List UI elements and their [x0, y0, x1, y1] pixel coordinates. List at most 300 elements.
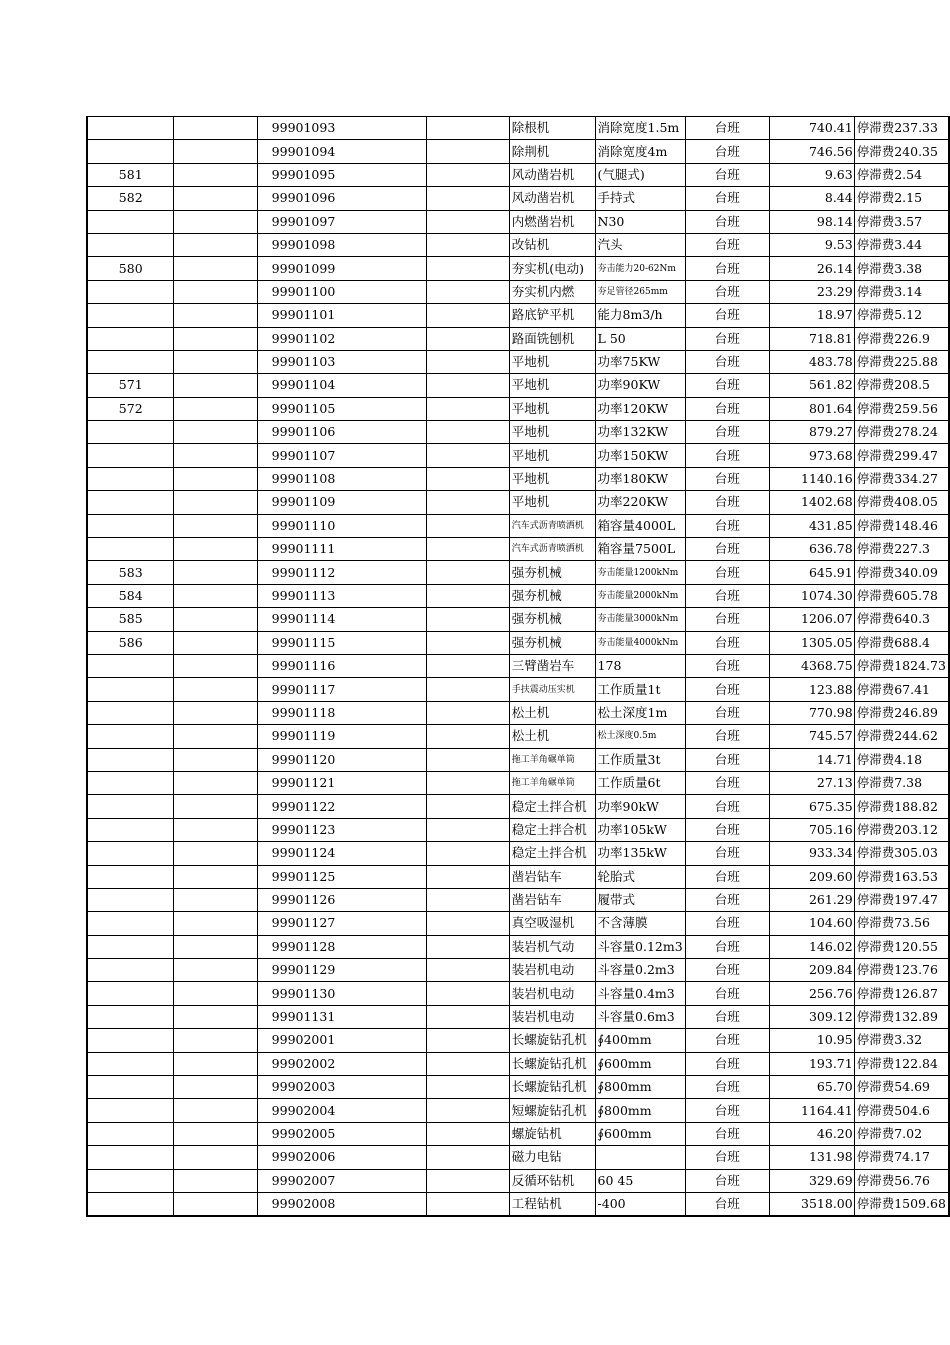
idle-fee: 停滞费1509.68	[854, 1192, 949, 1216]
blank-cell	[174, 421, 257, 444]
unit: 台班	[685, 561, 769, 584]
machine-spec: 60 45	[595, 1169, 685, 1192]
machine-spec: 功率150KW	[595, 444, 685, 467]
unit: 台班	[685, 631, 769, 654]
item-code: 99901094	[257, 140, 426, 163]
item-code: 99902006	[257, 1146, 426, 1169]
blank-cell	[174, 1146, 257, 1169]
blank-cell	[174, 491, 257, 514]
blank-cell	[426, 1029, 509, 1052]
table-row	[87, 1122, 949, 1145]
table-row	[87, 795, 949, 818]
blank-cell	[426, 233, 509, 256]
blank-cell	[426, 140, 509, 163]
idle-fee: 停滞费246.89	[854, 701, 949, 724]
blank-cell	[174, 327, 257, 350]
row-index	[87, 444, 174, 467]
machine-spec: 汽头	[595, 233, 685, 256]
unit-price: 309.12	[769, 1005, 854, 1028]
idle-fee: 停滞费54.69	[854, 1076, 949, 1099]
row-index	[87, 467, 174, 490]
idle-fee: 停滞费240.35	[854, 140, 949, 163]
blank-cell	[174, 187, 257, 210]
row-index	[87, 1169, 174, 1192]
table-row	[87, 935, 949, 958]
row-index	[87, 1029, 174, 1052]
machine-name: 装岩机气动	[509, 935, 595, 958]
machine-name: 长螺旋钻孔机	[509, 1052, 595, 1075]
item-code: 99901114	[257, 608, 426, 631]
machine-name: 强夯机械	[509, 584, 595, 607]
idle-fee: 停滞费122.84	[854, 1052, 949, 1075]
item-code: 99901116	[257, 654, 426, 677]
item-code: 99901097	[257, 210, 426, 233]
idle-fee: 停滞费188.82	[854, 795, 949, 818]
machine-name: 汽车式沥青喷洒机	[509, 514, 595, 537]
unit-price: 8.44	[769, 187, 854, 210]
item-code: 99901095	[257, 163, 426, 186]
machine-spec: (气腿式)	[595, 163, 685, 186]
machine-name: 夯实机内燃	[509, 280, 595, 303]
blank-cell	[174, 561, 257, 584]
machine-spec: -400	[595, 1192, 685, 1216]
table-row	[87, 561, 949, 584]
unit-price: 1164.41	[769, 1099, 854, 1122]
unit: 台班	[685, 444, 769, 467]
unit-price: 123.88	[769, 678, 854, 701]
unit: 台班	[685, 865, 769, 888]
item-code: 99901111	[257, 538, 426, 561]
row-index	[87, 654, 174, 677]
table-row	[87, 865, 949, 888]
table-row	[87, 608, 949, 631]
unit: 台班	[685, 654, 769, 677]
idle-fee: 停滞费259.56	[854, 397, 949, 420]
blank-cell	[174, 233, 257, 256]
table-row	[87, 233, 949, 256]
machine-spec: 不含薄膜	[595, 912, 685, 935]
blank-cell	[426, 1005, 509, 1028]
item-code: 99901106	[257, 421, 426, 444]
row-index	[87, 748, 174, 771]
blank-cell	[426, 327, 509, 350]
machine-name: 松土机	[509, 725, 595, 748]
item-code: 99901110	[257, 514, 426, 537]
machine-name: 磁力电钻	[509, 1146, 595, 1169]
machine-name: 平地机	[509, 421, 595, 444]
blank-cell	[174, 818, 257, 841]
unit: 台班	[685, 1122, 769, 1145]
unit: 台班	[685, 1029, 769, 1052]
table-row	[87, 654, 949, 677]
unit-price: 10.95	[769, 1029, 854, 1052]
unit-price: 770.98	[769, 701, 854, 724]
machine-spec: 178	[595, 654, 685, 677]
unit-price: 209.60	[769, 865, 854, 888]
unit: 台班	[685, 842, 769, 865]
machine-spec: 松土深度1m	[595, 701, 685, 724]
unit-price: 9.53	[769, 233, 854, 256]
table-row	[87, 327, 949, 350]
row-index	[87, 982, 174, 1005]
unit-price: 4368.75	[769, 654, 854, 677]
unit: 台班	[685, 140, 769, 163]
table-row	[87, 818, 949, 841]
row-index	[87, 140, 174, 163]
machine-spec: 功率90KW	[595, 374, 685, 397]
blank-cell	[426, 187, 509, 210]
blank-cell	[426, 888, 509, 911]
row-index	[87, 678, 174, 701]
idle-fee: 停滞费74.17	[854, 1146, 949, 1169]
item-code: 99901128	[257, 935, 426, 958]
machine-spec: 斗容量0.4m3	[595, 982, 685, 1005]
unit: 台班	[685, 397, 769, 420]
blank-cell	[174, 701, 257, 724]
unit: 台班	[685, 701, 769, 724]
idle-fee: 停滞费132.89	[854, 1005, 949, 1028]
table-row	[87, 1099, 949, 1122]
blank-cell	[426, 748, 509, 771]
machine-name: 拖工羊角碾单筒	[509, 748, 595, 771]
item-code: 99902001	[257, 1029, 426, 1052]
unit: 台班	[685, 210, 769, 233]
machine-name: 夯实机(电动)	[509, 257, 595, 280]
machine-name: 长螺旋钻孔机	[509, 1076, 595, 1099]
unit-price: 1074.30	[769, 584, 854, 607]
item-code: 99901131	[257, 1005, 426, 1028]
item-code: 99901117	[257, 678, 426, 701]
machine-name: 平地机	[509, 491, 595, 514]
table-row	[87, 421, 949, 444]
unit-price: 131.98	[769, 1146, 854, 1169]
machine-name: 装岩机电动	[509, 959, 595, 982]
blank-cell	[174, 467, 257, 490]
unit: 台班	[685, 888, 769, 911]
unit: 台班	[685, 748, 769, 771]
item-code: 99901118	[257, 701, 426, 724]
machine-name: 除荆机	[509, 140, 595, 163]
machine-name: 松土机	[509, 701, 595, 724]
machine-name: 平地机	[509, 397, 595, 420]
table-row	[87, 210, 949, 233]
blank-cell	[426, 467, 509, 490]
table-row	[87, 748, 949, 771]
idle-fee: 停滞费7.38	[854, 771, 949, 794]
item-code: 99901120	[257, 748, 426, 771]
idle-fee: 停滞费148.46	[854, 514, 949, 537]
machine-spec: L 50	[595, 327, 685, 350]
unit: 台班	[685, 187, 769, 210]
machine-spec: 消除宽度4m	[595, 140, 685, 163]
idle-fee: 停滞费4.18	[854, 748, 949, 771]
unit-price: 261.29	[769, 888, 854, 911]
blank-cell	[426, 374, 509, 397]
item-code: 99902004	[257, 1099, 426, 1122]
row-index	[87, 491, 174, 514]
unit-price: 193.71	[769, 1052, 854, 1075]
row-index	[87, 538, 174, 561]
unit-price: 146.02	[769, 935, 854, 958]
blank-cell	[426, 608, 509, 631]
item-code: 99902008	[257, 1192, 426, 1216]
blank-cell	[426, 1169, 509, 1192]
idle-fee: 停滞费3.44	[854, 233, 949, 256]
unit: 台班	[685, 982, 769, 1005]
idle-fee: 停滞费56.76	[854, 1169, 949, 1192]
table-row	[87, 397, 949, 420]
row-index: 580	[87, 257, 174, 280]
unit: 台班	[685, 467, 769, 490]
blank-cell	[174, 538, 257, 561]
machine-name: 长螺旋钻孔机	[509, 1029, 595, 1052]
machine-name: 平地机	[509, 374, 595, 397]
idle-fee: 停滞费305.03	[854, 842, 949, 865]
row-index	[87, 959, 174, 982]
idle-fee: 停滞费688.4	[854, 631, 949, 654]
unit: 台班	[685, 1099, 769, 1122]
machine-spec: 夯击能力20-62Nm	[595, 257, 685, 280]
item-code: 99901127	[257, 912, 426, 935]
row-index	[87, 1076, 174, 1099]
unit-price: 1402.68	[769, 491, 854, 514]
idle-fee: 停滞费208.5	[854, 374, 949, 397]
blank-cell	[174, 280, 257, 303]
blank-cell	[426, 982, 509, 1005]
table-row	[87, 350, 949, 373]
machine-name: 改钻机	[509, 233, 595, 256]
idle-fee: 停滞费504.6	[854, 1099, 949, 1122]
row-index: 585	[87, 608, 174, 631]
machine-spec: 夯击能量3000kNm	[595, 608, 685, 631]
table-row	[87, 959, 949, 982]
blank-cell	[174, 678, 257, 701]
unit-price: 879.27	[769, 421, 854, 444]
blank-cell	[426, 1192, 509, 1216]
item-code: 99902003	[257, 1076, 426, 1099]
table-row	[87, 304, 949, 327]
unit: 台班	[685, 912, 769, 935]
unit: 台班	[685, 584, 769, 607]
unit: 台班	[685, 163, 769, 186]
blank-cell	[426, 959, 509, 982]
blank-cell	[174, 1029, 257, 1052]
row-index	[87, 327, 174, 350]
machine-spec: 功率132KW	[595, 421, 685, 444]
item-code: 99901125	[257, 865, 426, 888]
table-row	[87, 117, 949, 140]
unit: 台班	[685, 818, 769, 841]
unit: 台班	[685, 304, 769, 327]
table-row	[87, 1052, 949, 1075]
blank-cell	[174, 163, 257, 186]
idle-fee: 停滞费5.12	[854, 304, 949, 327]
item-code: 99901104	[257, 374, 426, 397]
idle-fee: 停滞费120.55	[854, 935, 949, 958]
row-index	[87, 1099, 174, 1122]
machine-spec: 工作质量1t	[595, 678, 685, 701]
unit: 台班	[685, 608, 769, 631]
unit-price: 431.85	[769, 514, 854, 537]
machine-name: 凿岩钻车	[509, 865, 595, 888]
table-row	[87, 982, 949, 1005]
machine-spec: 松土深度0.5m	[595, 725, 685, 748]
table-row	[87, 140, 949, 163]
machine-spec: 手持式	[595, 187, 685, 210]
blank-cell	[426, 1052, 509, 1075]
table-row	[87, 888, 949, 911]
blank-cell	[426, 350, 509, 373]
machine-name: 装岩机电动	[509, 1005, 595, 1028]
unit-price: 27.13	[769, 771, 854, 794]
idle-fee: 停滞费605.78	[854, 584, 949, 607]
blank-cell	[174, 959, 257, 982]
blank-cell	[174, 304, 257, 327]
unit-price: 561.82	[769, 374, 854, 397]
row-index	[87, 210, 174, 233]
blank-cell	[426, 912, 509, 935]
machine-name: 拖工羊角碾单筒	[509, 771, 595, 794]
table-row	[87, 187, 949, 210]
machine-name: 稳定土拌合机	[509, 818, 595, 841]
unit: 台班	[685, 374, 769, 397]
row-index	[87, 865, 174, 888]
machine-spec: 功率220KW	[595, 491, 685, 514]
idle-fee: 停滞费3.38	[854, 257, 949, 280]
machine-name: 路面铣刨机	[509, 327, 595, 350]
table-row	[87, 771, 949, 794]
blank-cell	[174, 210, 257, 233]
machine-spec: 能力8m3/h	[595, 304, 685, 327]
machine-spec: 工作质量6t	[595, 771, 685, 794]
unit-price: 675.35	[769, 795, 854, 818]
blank-cell	[426, 935, 509, 958]
row-index	[87, 701, 174, 724]
machine-name: 真空吸湿机	[509, 912, 595, 935]
row-index: 584	[87, 584, 174, 607]
unit-price: 1305.05	[769, 631, 854, 654]
machine-spec: ∮600mm	[595, 1122, 685, 1145]
row-index: 571	[87, 374, 174, 397]
idle-fee: 停滞费3.14	[854, 280, 949, 303]
blank-cell	[426, 654, 509, 677]
item-code: 99902002	[257, 1052, 426, 1075]
table-row	[87, 842, 949, 865]
machine-spec: 功率105kW	[595, 818, 685, 841]
idle-fee: 停滞费163.53	[854, 865, 949, 888]
machine-spec: 夯击能量2000kNm	[595, 584, 685, 607]
row-index: 582	[87, 187, 174, 210]
item-code: 99901109	[257, 491, 426, 514]
machine-spec: 夯击能量4000kNm	[595, 631, 685, 654]
machine-name: 短螺旋钻孔机	[509, 1099, 595, 1122]
unit-price: 9.63	[769, 163, 854, 186]
idle-fee: 停滞费73.56	[854, 912, 949, 935]
idle-fee: 停滞费2.54	[854, 163, 949, 186]
table-row	[87, 444, 949, 467]
blank-cell	[426, 444, 509, 467]
item-code: 99901124	[257, 842, 426, 865]
unit-price: 1140.16	[769, 467, 854, 490]
unit: 台班	[685, 327, 769, 350]
machine-spec: 履带式	[595, 888, 685, 911]
idle-fee: 停滞费299.47	[854, 444, 949, 467]
blank-cell	[426, 210, 509, 233]
unit-price: 746.56	[769, 140, 854, 163]
table-row	[87, 631, 949, 654]
unit-price: 46.20	[769, 1122, 854, 1145]
table-row	[87, 725, 949, 748]
row-index	[87, 1052, 174, 1075]
blank-cell	[426, 397, 509, 420]
unit: 台班	[685, 1076, 769, 1099]
table-row	[87, 584, 949, 607]
unit: 台班	[685, 1169, 769, 1192]
blank-cell	[174, 982, 257, 1005]
machine-name: 平地机	[509, 350, 595, 373]
unit-price: 740.41	[769, 117, 854, 140]
idle-fee: 停滞费408.05	[854, 491, 949, 514]
machine-spec: N30	[595, 210, 685, 233]
machine-spec: 功率90kW	[595, 795, 685, 818]
blank-cell	[426, 678, 509, 701]
machine-name: 风动凿岩机	[509, 163, 595, 186]
blank-cell	[426, 1099, 509, 1122]
item-code: 99902005	[257, 1122, 426, 1145]
item-code: 99901121	[257, 771, 426, 794]
unit: 台班	[685, 1052, 769, 1075]
table-row	[87, 1192, 949, 1216]
unit: 台班	[685, 678, 769, 701]
machine-spec: 轮胎式	[595, 865, 685, 888]
machine-spec: ∮800mm	[595, 1076, 685, 1099]
unit: 台班	[685, 725, 769, 748]
blank-cell	[174, 374, 257, 397]
item-code: 99901102	[257, 327, 426, 350]
blank-cell	[426, 842, 509, 865]
item-code: 99901098	[257, 233, 426, 256]
item-code: 99901112	[257, 561, 426, 584]
blank-cell	[174, 888, 257, 911]
blank-cell	[426, 117, 509, 140]
blank-cell	[174, 608, 257, 631]
blank-cell	[426, 795, 509, 818]
idle-fee: 停滞费340.09	[854, 561, 949, 584]
unit: 台班	[685, 117, 769, 140]
item-code: 99902007	[257, 1169, 426, 1192]
machine-name: 平地机	[509, 444, 595, 467]
row-index	[87, 935, 174, 958]
blank-cell	[174, 1169, 257, 1192]
row-index	[87, 350, 174, 373]
unit: 台班	[685, 257, 769, 280]
machine-name: 装岩机电动	[509, 982, 595, 1005]
row-index	[87, 888, 174, 911]
machine-spec: ∮800mm	[595, 1099, 685, 1122]
blank-cell	[174, 935, 257, 958]
blank-cell	[174, 1052, 257, 1075]
row-index	[87, 771, 174, 794]
machine-spec: 箱容量7500L	[595, 538, 685, 561]
blank-cell	[174, 444, 257, 467]
machine-name: 强夯机械	[509, 561, 595, 584]
blank-cell	[426, 1076, 509, 1099]
machine-spec: 功率120KW	[595, 397, 685, 420]
table-row	[87, 491, 949, 514]
unit-price: 483.78	[769, 350, 854, 373]
unit: 台班	[685, 1005, 769, 1028]
machine-name: 汽车式沥青喷洒机	[509, 538, 595, 561]
